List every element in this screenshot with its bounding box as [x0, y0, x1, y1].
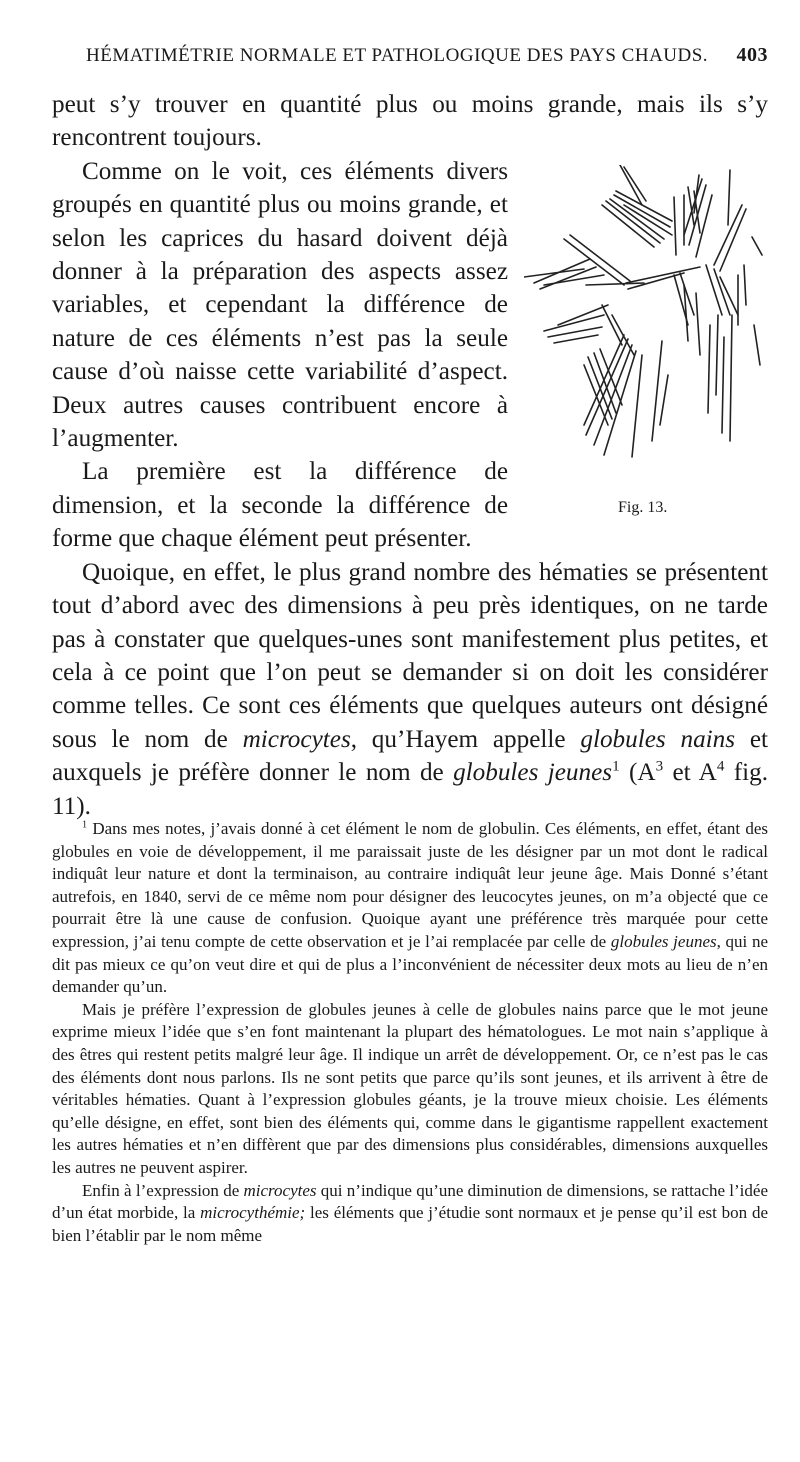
paragraph-3: La première est la différence de dimension, et la seconde la différence de forme que chaque élément peut présenter. — [52, 458, 508, 553]
p4-term-microcytes: microcytes — [242, 725, 351, 753]
p4-text-d: (A — [629, 759, 656, 787]
figure-caption: Fig. 13. — [618, 498, 668, 516]
p4-sup-3: 3 — [655, 758, 664, 775]
p4-text-c: et auxquels je préfère donner le nom de — [52, 725, 769, 787]
footnote-1 — [52, 818, 768, 999]
paragraph-4 — [52, 556, 768, 823]
fn3-term-microcytes: microcytes — [243, 1180, 317, 1200]
p4-text-e: et A — [672, 759, 717, 787]
running-title: HÉMATIMÉTRIE NORMALE ET PATHOLOGIQUE DES PAYS CHAUDS. — [86, 45, 709, 66]
p4-sup-4: 4 — [716, 758, 725, 775]
main-text — [52, 88, 768, 823]
fn3-term-microcythemie: microcythémie; — [200, 1203, 306, 1223]
fn1-term-globules-jeunes: globules jeunes — [610, 931, 717, 951]
fn1-text-b: , qui ne dit pas mieux ce qu’on veut dire et qui de plus a l’inconvénient de nécessiter deux mots au lieu de n’en demander qu’un. — [52, 931, 769, 997]
fn3-text-c: les éléments que j’étudie sont normaux et je pense qu’il est bon de bien l’établir par le nom même — [52, 1203, 769, 1245]
page-number: 403 — [736, 44, 768, 66]
footnote-number: 1 — [82, 819, 88, 831]
p4-term-globules-nains: globules nains — [580, 725, 736, 753]
fn1-text-a: Dans mes notes, j’avais donné à cet élément le nom de globulin. Ces éléments, en effet, étant des globules en voie de développement, il me paraissait juste de les désigner par un mot dont le radical indiquât leur nature et dont la terminaison, au contraire indiquât leur jeune âge. Mais Donné s’étant autrefois, en 1840, servi de ce même nom pour désigner des leucocytes jeunes, on m’a objecté que ce pourrait être là une cause de confusion. Quoique ayant une préférence très marquée pour cette expression, j’ai tenu compte de cette observation et je l’ai remplacée par celle de — [52, 819, 769, 951]
fn3-text-b: qui n’indique qu’une diminution de dimensions, se rattache l’idée d’un état morbide, la — [52, 1180, 769, 1223]
p4-text-b: , qu’Hayem appelle — [350, 725, 566, 753]
crystal-needles-illustration — [524, 165, 764, 487]
p4-text-f: fig. 11). — [52, 759, 769, 820]
footnote-paragraph-2: Mais je préfère l’expression de globules jeunes à celle de globules nains parce que le mot jeune exprime mieux l’idée que s’en font maintenant la plupart des hématologues. Le mot nain s’applique à des êtres qui restent petits malgré leur âge. Il indique un arrêt de développement. Or, ce n’est pas le cas des éléments dont nous parlons. Ils ne sont petits que parce qu’ils sont jeunes, et ils arrivent à être de véritables hématies. Quant à l’expression globules géants, je la trouve mieux choisie. Les éléments qu’elle désigne, en effet, sont bien des éléments qui, comme dans le gigantisme rappellent exactement les autres hématies et n’en diffèrent que par des dimensions plus considérables, dimensions auxquelles les autres ne peuvent aspirer. — [52, 999, 768, 1177]
p4-text-a: Quoique, en effet, le plus grand nombre des hématies se présentent tout d’abord avec des dimensions à peu près identiques, on ne tarde pas à constater que quelques-unes sont manifestement plus petites, et cela à ce point que l’on peut se demander si on doit les considérer comme telles. Ce sont ces éléments que quelques auteurs ont désigné sous le nom de — [52, 558, 768, 753]
figure-13 — [518, 165, 774, 520]
footnotes — [52, 818, 768, 1247]
paragraph-2: Comme on le voit, ces éléments divers groupés en quantité plus ou moins grande, et selon les caprices du hasard doivent déjà donner à la préparation des aspects assez variables, et cependant la différence de nature de ces éléments n’est pas la seule cause d’où naisse cette variabilité d’aspect. Deux autres causes contribuent encore à l’augmenter. — [52, 157, 508, 453]
p4-term-globules-jeunes: globules jeunes — [453, 759, 613, 787]
paragraph-1: peut s’y trouver en quantité plus ou moins grande, mais ils s’y rencontrent toujours. — [52, 91, 768, 152]
fn3-text-a: Enfin à l’expression de — [82, 1180, 240, 1200]
footnote-paragraph-3 — [52, 1180, 768, 1248]
running-header — [86, 44, 768, 67]
footnote-ref: 1 — [612, 758, 620, 775]
